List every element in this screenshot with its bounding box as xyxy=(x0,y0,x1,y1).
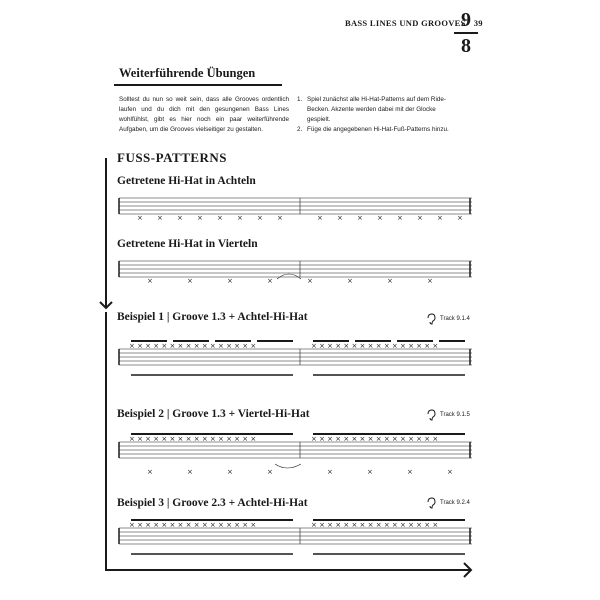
book-page xyxy=(97,0,500,600)
chapter-number-top: 9 xyxy=(461,9,471,31)
svg-text:×: × xyxy=(227,468,233,476)
svg-text:× × × × × × × × × × × × × ×: × × × × × × × × × × × × × × × × xyxy=(129,521,257,529)
chapter-marker xyxy=(454,10,478,56)
svg-text:×: × xyxy=(187,277,193,285)
svg-text:×: × xyxy=(147,468,153,476)
svg-text:× × × × × × × × × × × × × ×: × × × × × × × × × × × × × × × × xyxy=(311,521,439,529)
svg-text:× × × × × × × × × × × × × ×: × × × × × × × × × × × × × × × × xyxy=(311,342,439,350)
svg-text:×: × xyxy=(237,214,243,222)
list-item: 2. Füge die angegebenen Hi-Hat-Fuß-Patterns hinzu. xyxy=(297,126,449,133)
ear-icon xyxy=(425,313,437,325)
example2-title: Beispiel 2 | Groove 1.3 + Viertel-Hi-Hat xyxy=(117,408,310,420)
frame-line-lower xyxy=(105,312,107,570)
svg-text:×: × xyxy=(427,277,433,285)
svg-text:× × × × × × × × × × × × × ×: × × × × × × × × × × × × × × × × xyxy=(129,435,257,443)
example1-title: Beispiel 1 | Groove 1.3 + Achtel-Hi-Hat xyxy=(117,311,308,323)
svg-text:×: × xyxy=(137,214,143,222)
svg-text:× × × × × × × × × × × × × ×: × × × × × × × × × × × × × × × × xyxy=(129,342,257,350)
svg-text:×: × xyxy=(157,214,163,222)
svg-text:×: × xyxy=(177,214,183,222)
staff-pattern1 xyxy=(117,192,477,222)
svg-text:×: × xyxy=(367,468,373,476)
svg-text:×: × xyxy=(357,214,363,222)
svg-text:×: × xyxy=(257,214,263,222)
page-number: 39 xyxy=(473,18,483,28)
svg-text:×: × xyxy=(437,214,443,222)
svg-text:×: × xyxy=(217,214,223,222)
svg-text:× × × × × × × × × × × × × ×: × × × × × × × × × × × × × × × × xyxy=(311,435,439,443)
svg-text:×: × xyxy=(317,214,323,222)
ear-icon xyxy=(425,497,437,509)
svg-text:×: × xyxy=(387,277,393,285)
svg-text:×: × xyxy=(327,468,333,476)
svg-text:×: × xyxy=(447,468,453,476)
svg-text:×: × xyxy=(267,468,273,476)
staff-pattern2 xyxy=(117,255,477,287)
pattern1-title: Getretene Hi-Hat in Achteln xyxy=(117,175,256,187)
staff-example3 xyxy=(117,514,477,562)
chapter-divider xyxy=(454,32,478,34)
svg-text:×: × xyxy=(227,277,233,285)
ear-icon xyxy=(425,409,437,421)
staff-example1 xyxy=(117,335,477,385)
svg-text:×: × xyxy=(187,468,193,476)
example3-track: Track 9.2.4 xyxy=(440,500,470,506)
pattern2-title: Getretene Hi-Hat in Vierteln xyxy=(117,238,258,250)
svg-text:×: × xyxy=(377,214,383,222)
chapter-number-bottom: 8 xyxy=(461,35,471,57)
svg-text:×: × xyxy=(337,214,343,222)
svg-text:×: × xyxy=(397,214,403,222)
staff-example2 xyxy=(117,428,477,478)
svg-text:×: × xyxy=(147,277,153,285)
steps-list xyxy=(297,95,457,135)
svg-text:×: × xyxy=(347,277,353,285)
example2-track: Track 9.1.5 xyxy=(440,412,470,418)
example3-title: Beispiel 3 | Groove 2.3 + Achtel-Hi-Hat xyxy=(117,497,308,509)
section-underline xyxy=(114,84,282,86)
frame-line-upper xyxy=(105,158,107,298)
svg-text:×: × xyxy=(267,277,273,285)
running-title: BASS LINES UND GROOVES xyxy=(345,18,466,28)
svg-text:×: × xyxy=(407,468,413,476)
frame-line-bottom xyxy=(105,569,463,571)
example1-track: Track 9.1.4 xyxy=(440,316,470,322)
section-title: Weiterführende Übungen xyxy=(119,66,256,80)
arrow-down-icon xyxy=(98,292,114,310)
svg-text:×: × xyxy=(457,214,463,222)
list-item: 1. Spiel zunächst alle Hi-Hat-Patterns auf dem Ride-Becken. Akzente werden dabei mit der Glocke gespielt. xyxy=(297,96,446,123)
arrow-right-icon xyxy=(453,561,473,579)
intro-paragraph: Solltest du nun so weit sein, dass alle Grooves ordentlich laufen und du dich mit den gesungenen Bass Lines wohlfühlst, gibt es hier noch ein paar weiterführende Aufgaben, um die Grooves vielseitiger zu gestalten. xyxy=(119,96,289,133)
svg-text:×: × xyxy=(197,214,203,222)
svg-text:×: × xyxy=(307,277,313,285)
svg-text:×: × xyxy=(417,214,423,222)
foot-patterns-heading: FUSS-PATTERNS xyxy=(117,150,228,165)
svg-text:×: × xyxy=(277,214,283,222)
